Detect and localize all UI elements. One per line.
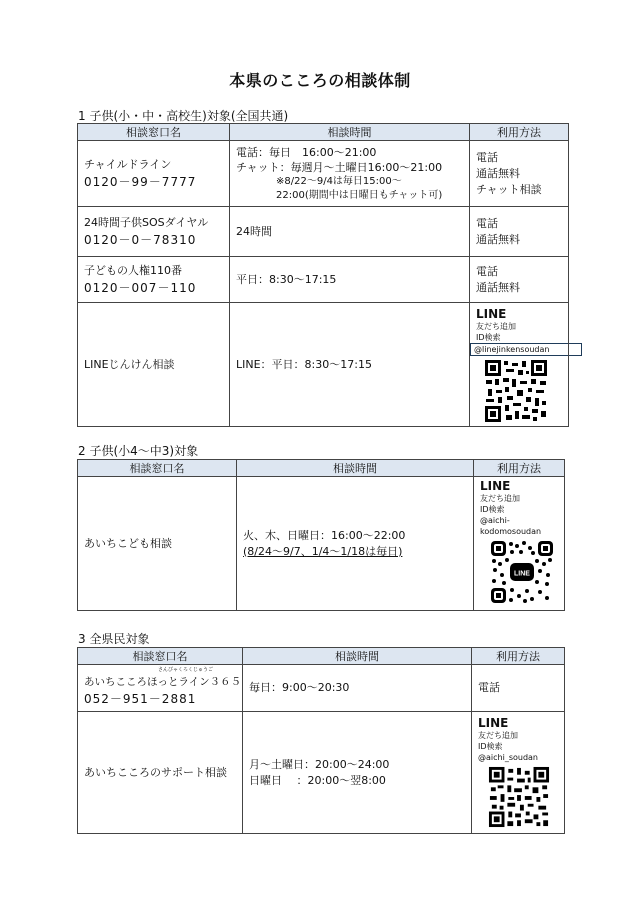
method-line: 電話 [476, 150, 498, 164]
section-3-table [77, 647, 565, 834]
qr-code-icon [484, 359, 548, 423]
section-1-heading: 1 子供(小・中・高校生)対象(全国共通) [78, 109, 289, 123]
hours-note: (8/24～9/7、1/4～1/18は毎日) [243, 544, 403, 558]
method-line: 電話 [478, 681, 500, 694]
line-id: kodomosoudan [480, 527, 542, 536]
hours-note: ※8/22～9/4は毎日15:00～ [276, 175, 402, 187]
row-tel: 0120－0－78310 [84, 232, 197, 247]
row-name: 24時間子供SOSダイヤル [84, 215, 209, 229]
row-name: チャイルドライン [84, 157, 172, 171]
qr-code-icon [490, 540, 554, 604]
hours-line: 電話：毎日 16:00～21:00 [236, 145, 377, 159]
section-1-table [77, 123, 569, 427]
hours-line: 平日：8:30～17:15 [236, 272, 337, 286]
id-search-label: ID検索 [480, 505, 505, 514]
line-label: LINE [480, 479, 511, 493]
hours-line: 月～土曜日：20:00～24:00 [249, 757, 390, 771]
col-header-hours: 相談時間 [243, 648, 472, 665]
hours-note: 22:00(期間中は日曜日もチャット可) [276, 189, 443, 201]
hours-line: 24時間 [236, 224, 272, 238]
method-line: 通話無料 [476, 280, 520, 294]
table-row [78, 257, 569, 303]
line-id: @aichi- [480, 516, 510, 525]
col-header-hours: 相談時間 [237, 460, 474, 477]
row-tel: 0120－007－110 [84, 280, 197, 295]
method-line: 電話 [476, 264, 498, 278]
hours-line: チャット：毎週月～土曜日16:00～21:00 [236, 160, 443, 174]
col-header-method: 利用方法 [470, 124, 569, 141]
table-row [78, 712, 565, 834]
col-header-hours: 相談時間 [230, 124, 470, 141]
row-name: あいちこころほっとライン３６５ [84, 676, 242, 688]
col-header-method: 利用方法 [472, 648, 565, 665]
row-name-wrap [84, 667, 242, 690]
table-row [78, 665, 565, 712]
method-line: 通話無料 [476, 166, 520, 180]
page-title: 本県のこころの相談体制 [229, 71, 411, 90]
hours-line: LINE：平日：8:30～17:15 [236, 357, 372, 371]
col-header-window: 相談窓口名 [78, 460, 237, 477]
hours-line: 毎日：9:00～20:30 [249, 681, 350, 694]
col-header-window: 相談窓口名 [78, 648, 243, 665]
method-line: 電話 [476, 216, 498, 230]
hours-line: 日曜日 ：20:00～翌8:00 [249, 773, 386, 787]
section-2-table [77, 459, 565, 611]
row-name: あいちこころのサポート相談 [84, 765, 227, 779]
table-row [78, 303, 569, 427]
method-line: 通話無料 [476, 232, 520, 246]
line-label: LINE [478, 716, 509, 730]
row-name: LINEじんけん相談 [84, 357, 175, 371]
line-id: @linejinkensoudan [470, 343, 582, 356]
table-row [78, 477, 565, 611]
row-name: あいちこども相談 [84, 536, 172, 550]
friend-add-label: 友だち追加 [480, 494, 520, 503]
line-label: LINE [476, 307, 507, 321]
col-header-method: 利用方法 [474, 460, 565, 477]
line-id: @aichi_soudan [478, 753, 538, 762]
id-search-label: ID検索 [476, 333, 501, 342]
row-tel: 0120－99－7777 [84, 174, 197, 189]
friend-add-label: 友だち追加 [476, 322, 516, 331]
table-row [78, 141, 569, 207]
qr-code-icon [488, 766, 550, 828]
qr-logo-text: LINE [514, 570, 530, 578]
table-row [78, 207, 569, 257]
section-2-heading: 2 子供(小4～中3)対象 [78, 444, 199, 458]
friend-add-label: 友だち追加 [478, 731, 518, 740]
section-3-heading: 3 全県民対象 [78, 632, 150, 646]
hours-line: 火、木、日曜日：16:00～22:00 [243, 528, 406, 542]
row-tel: 052－951－2881 [84, 692, 197, 706]
id-search-label: ID検索 [478, 742, 503, 751]
ruby-reading: さんびゃくろくじゅうご [158, 667, 214, 673]
row-name: 子どもの人権110番 [84, 263, 182, 277]
col-header-window: 相談窓口名 [78, 124, 230, 141]
method-line: チャット相談 [476, 182, 542, 196]
